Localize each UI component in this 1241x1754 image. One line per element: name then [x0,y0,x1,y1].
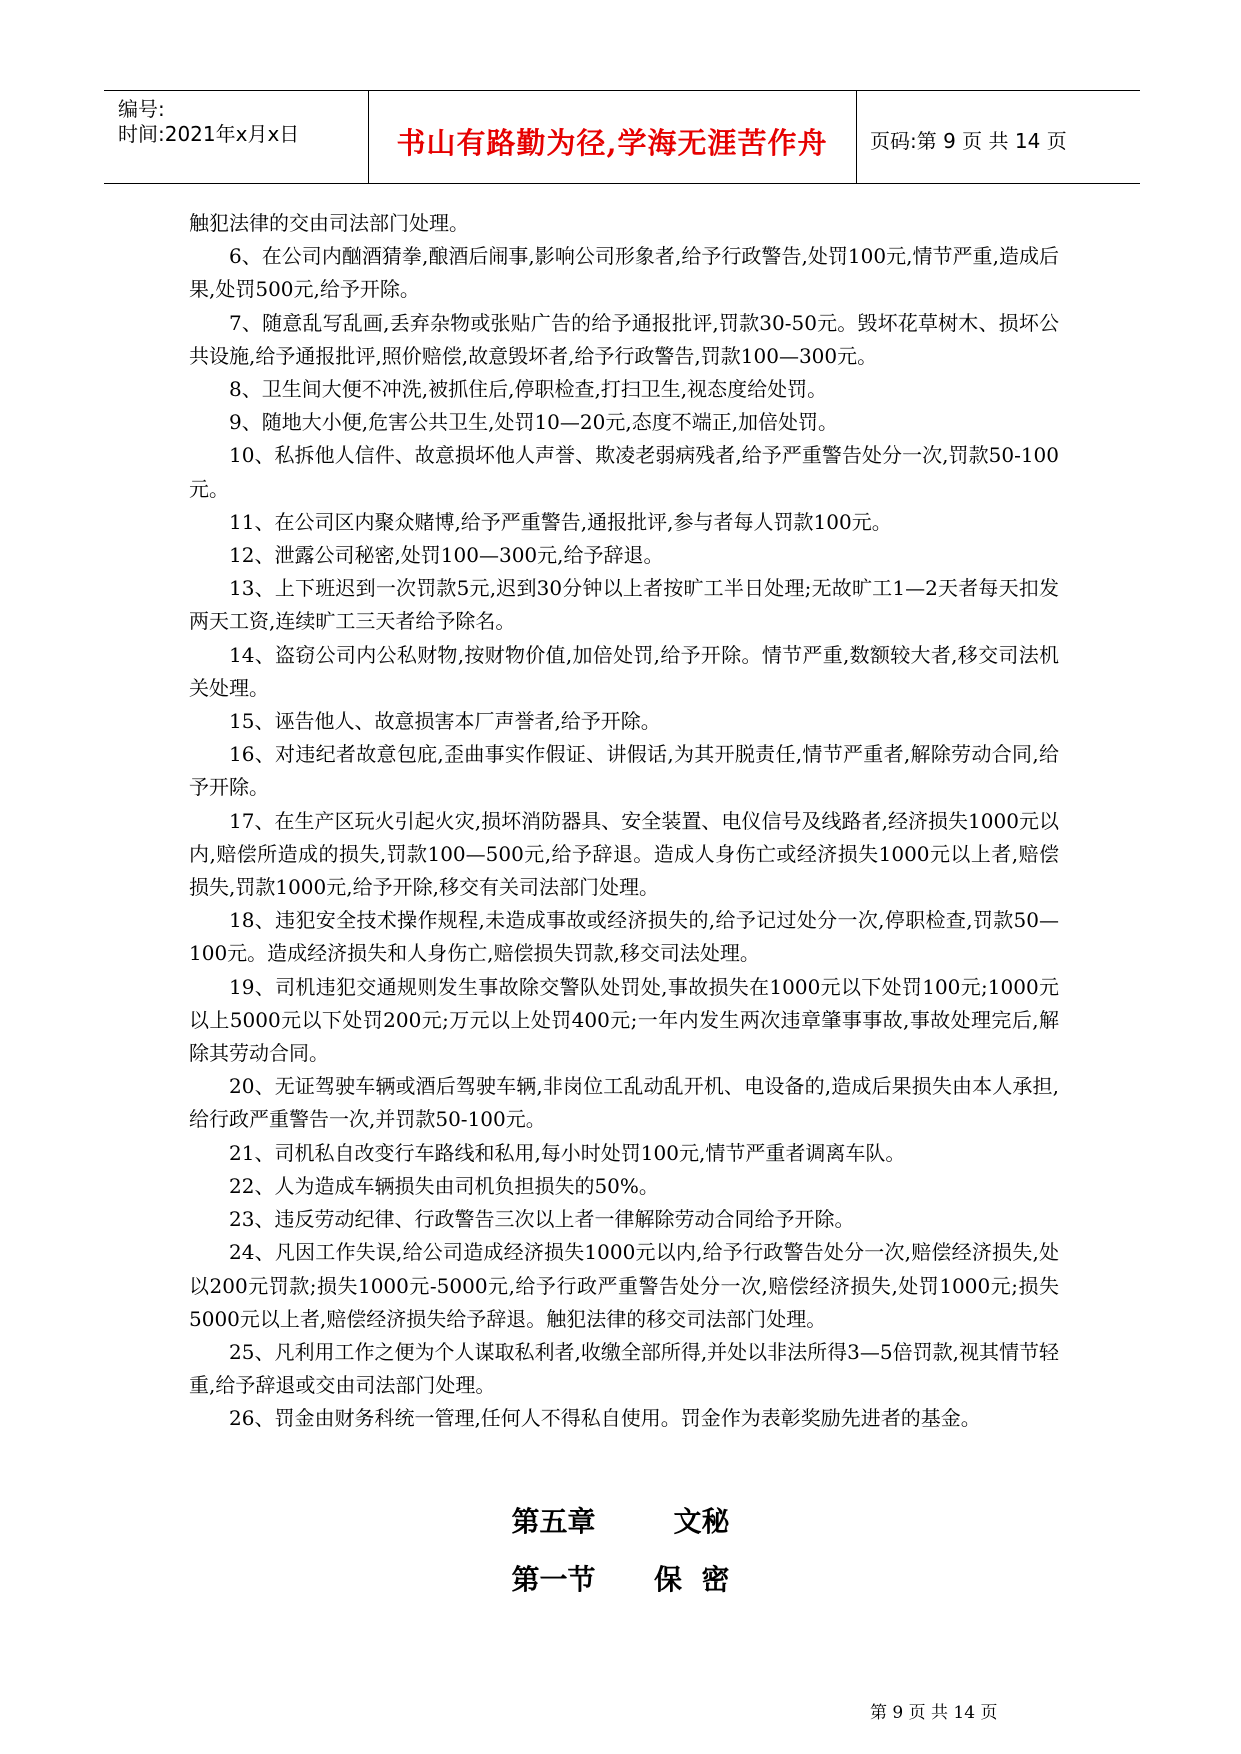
paragraph: 6、在公司内酗酒猜拳,酿酒后闹事,影响公司形象者,给予行政警告,处罚100元,情节严重,造成后果,处罚500元,给予开除。 [189,244,1059,302]
page-footer: 第 9 页 共 14 页 [870,1703,998,1723]
paragraph: 21、司机私自改变行车路线和私用,每小时处罚100元,情节严重者调离车队。 [229,1140,906,1165]
document-body [189,207,1059,1436]
paragraph: 12、泄露公司秘密,处罚100—300元,给予辞退。 [229,543,664,568]
paragraph: 18、违犯安全技术操作规程,未造成事故或经济损失的,给予记过处分一次,停职检查,罚款50—100元。造成经济损失和人身伤亡,赔偿损失罚款,移交司法处理。 [189,908,1059,966]
document-number-label: 编号: [118,97,165,121]
paragraph: 19、司机违犯交通规则发生事故除交警队处罚处,事故损失在1000元以下处罚100元;1000元以上5000元以下处罚200元;万元以上处罚400元;一年内发生两次违章肇事事故,事故处理完后,解除其劳动合同。 [189,974,1059,1066]
header-page-code: 页码:第 9 页 共 14 页 [870,129,1067,153]
header-motto: 书山有路勤为径,学海无涯苦作舟 [396,126,828,160]
section-title: 第一节 保 密 [511,1563,730,1596]
paragraph: 14、盗窃公司内公私财物,按财物价值,加倍处罚,给予开除。情节严重,数额较大者,移交司法机关处理。 [189,642,1059,700]
chapter-title: 第五章 文秘 [511,1505,730,1538]
paragraph: 9、随地大小便,危害公共卫生,处罚10—20元,态度不端正,加倍处罚。 [229,410,839,435]
paragraph: 触犯法律的交由司法部门处理。 [189,211,469,235]
document-time-label: 时间:2021年x月x日 [118,122,300,146]
paragraph: 25、凡利用工作之便为个人谋取私利者,收缴全部所得,并处以非法所得3—5倍罚款,视其情节轻重,给予辞退或交由司法部门处理。 [189,1339,1059,1398]
page-header [104,90,1140,184]
header-meta-cell [104,91,369,183]
paragraph: 8、卫生间大便不冲洗,被抓住后,停职检查,打扫卫生,视态度给处罚。 [229,377,828,402]
header-page-cell [856,91,1140,183]
paragraph: 20、无证驾驶车辆或酒后驾驶车辆,非岗位工乱动乱开机、电设备的,造成后果损失由本人承担,给行政严重警告一次,并罚款50-100元。 [189,1074,1059,1132]
paragraph: 10、私拆他人信件、故意损坏他人声誉、欺凌老弱病残者,给予严重警告处分一次,罚款50-100元。 [189,443,1059,501]
paragraph: 17、在生产区玩火引起火灾,损坏消防器具、安全装置、电仪信号及线路者,经济损失1000元以内,赔偿所造成的损失,罚款100—500元,给予辞退。造成人身伤亡或经济损失1000元以上者,赔偿损失,罚款1000元,给予开除,移交有关司法部门处理。 [189,808,1059,900]
paragraph: 24、凡因工作失误,给公司造成经济损失1000元以内,给予行政警告处分一次,赔偿经济损失,处以200元罚款;损失1000元-5000元,给予行政严重警告处分一次,赔偿经济损失,处罚1000元;损失5000元以上者,赔偿经济损失给予辞退。触犯法律的移交司法部门处理。 [189,1240,1059,1331]
paragraph: 26、罚金由财务科统一管理,任何人不得私自使用。罚金作为表彰奖励先进者的基金。 [229,1406,981,1431]
paragraph: 7、随意乱写乱画,丢弃杂物或张贴广告的给予通报批评,罚款30-50元。毁坏花草树木、损坏公共设施,给予通报批评,照价赔偿,故意毁坏者,给予行政警告,罚款100—300元。 [189,310,1059,368]
header-motto-cell [368,91,857,183]
paragraph: 22、人为造成车辆损失由司机负担损失的50%。 [229,1173,659,1198]
paragraph: 23、违反劳动纪律、行政警告三次以上者一律解除劳动合同给予开除。 [229,1207,855,1232]
paragraph: 15、诬告他人、故意损害本厂声誉者,给予开除。 [229,709,661,734]
paragraph: 16、对违纪者故意包庇,歪曲事实作假证、讲假话,为其开脱责任,情节严重者,解除劳动合同,给予开除。 [189,742,1059,800]
paragraph: 13、上下班迟到一次罚款5元,迟到30分钟以上者按旷工半日处理;无故旷工1—2天者每天扣发两天工资,连续旷工三天者给予除名。 [189,576,1059,634]
paragraph: 11、在公司区内聚众赌博,给予严重警告,通报批评,参与者每人罚款100元。 [229,509,892,534]
